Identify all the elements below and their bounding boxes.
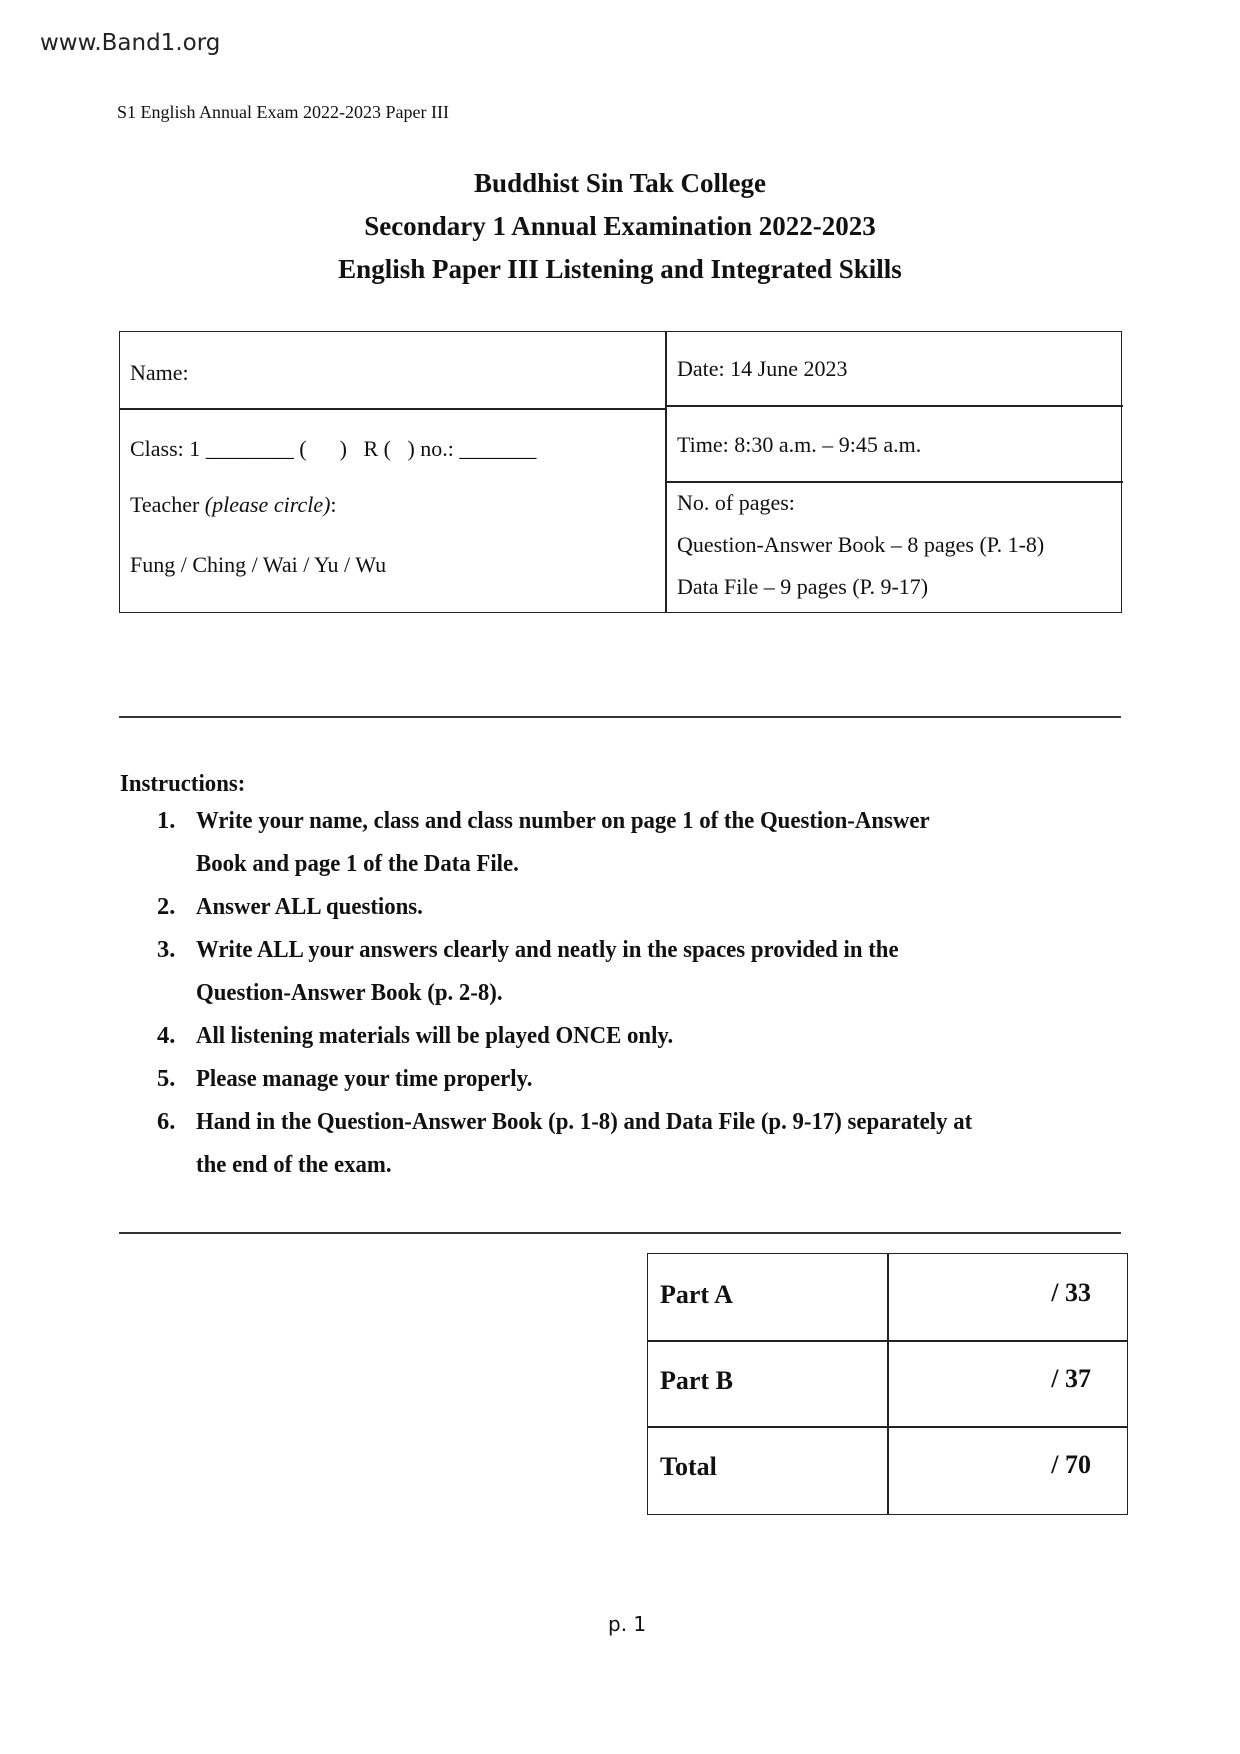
teacher-colon: :	[330, 492, 337, 517]
exam-date: Date: 14 June 2023	[677, 356, 848, 381]
teacher-label	[130, 492, 337, 518]
instruction-number: 6.	[157, 1108, 176, 1135]
score-value-total[interactable]: / 70	[1051, 1450, 1091, 1479]
paper-title: English Paper III Listening and Integrated Skills	[338, 254, 902, 284]
score-label-part-b: Part B	[660, 1366, 733, 1395]
instruction-text: Write your name, class and class number on page 1 of the Question-Answer	[196, 807, 930, 834]
instruction-number: 4.	[157, 1022, 176, 1049]
pages-data-file: Data File – 9 pages (P. 9-17)	[677, 574, 929, 599]
instruction-number: 3.	[157, 936, 176, 963]
divider	[665, 332, 667, 612]
exam-time: Time: 8:30 a.m. – 9:45 a.m.	[677, 432, 922, 457]
instruction-text: All listening materials will be played ONCE only.	[196, 1022, 674, 1049]
instruction-number: 5.	[157, 1065, 176, 1092]
watermark: www.Band1.org	[40, 30, 221, 56]
score-value-part-b[interactable]: / 37	[1051, 1364, 1091, 1393]
teacher-options[interactable]: Fung / Ching / Wai / Yu / Wu	[130, 552, 387, 577]
running-header: S1 English Annual Exam 2022-2023 Paper III	[117, 102, 449, 122]
divider	[665, 405, 1123, 407]
class-field[interactable]: Class: 1 ________ ( ) R ( ) no.: _______	[130, 436, 537, 461]
instruction-text: Please manage your time properly.	[196, 1065, 533, 1092]
instruction-text: the end of the exam.	[196, 1151, 392, 1178]
instructions-heading: Instructions:	[120, 770, 246, 797]
divider	[648, 1426, 1127, 1428]
score-table	[647, 1253, 1128, 1515]
teacher-hint: (please circle)	[204, 492, 331, 517]
divider	[648, 1340, 1127, 1342]
instruction-text: Write ALL your answers clearly and neatly in the spaces provided in the	[196, 936, 899, 963]
instruction-number: 2.	[157, 893, 176, 920]
divider	[120, 408, 665, 410]
pages-label: No. of pages:	[677, 490, 795, 515]
instruction-text: Answer ALL questions.	[196, 893, 423, 920]
exam-title: Secondary 1 Annual Examination 2022-2023	[364, 211, 876, 241]
page-number: p. 1	[608, 1612, 647, 1636]
school-name: Buddhist Sin Tak College	[474, 168, 766, 198]
divider	[665, 481, 1123, 483]
score-value-part-a[interactable]: / 33	[1051, 1278, 1091, 1307]
score-label-total: Total	[660, 1452, 717, 1481]
instruction-number: 1.	[157, 807, 176, 834]
name-field[interactable]: Name:	[130, 360, 189, 385]
instruction-text: Hand in the Question-Answer Book (p. 1-8) and Data File (p. 9-17) separately at	[196, 1108, 973, 1135]
score-label-part-a: Part A	[660, 1280, 733, 1309]
divider-rule	[119, 716, 1121, 718]
instruction-text: Book and page 1 of the Data File.	[196, 850, 519, 877]
candidate-info-table	[119, 331, 1122, 613]
divider	[887, 1254, 889, 1514]
teacher-label-text: Teacher	[130, 492, 200, 517]
pages-question-answer-book: Question-Answer Book – 8 pages (P. 1-8)	[677, 532, 1045, 557]
instruction-text: Question-Answer Book (p. 2-8).	[196, 979, 503, 1006]
divider-rule	[119, 1232, 1121, 1234]
